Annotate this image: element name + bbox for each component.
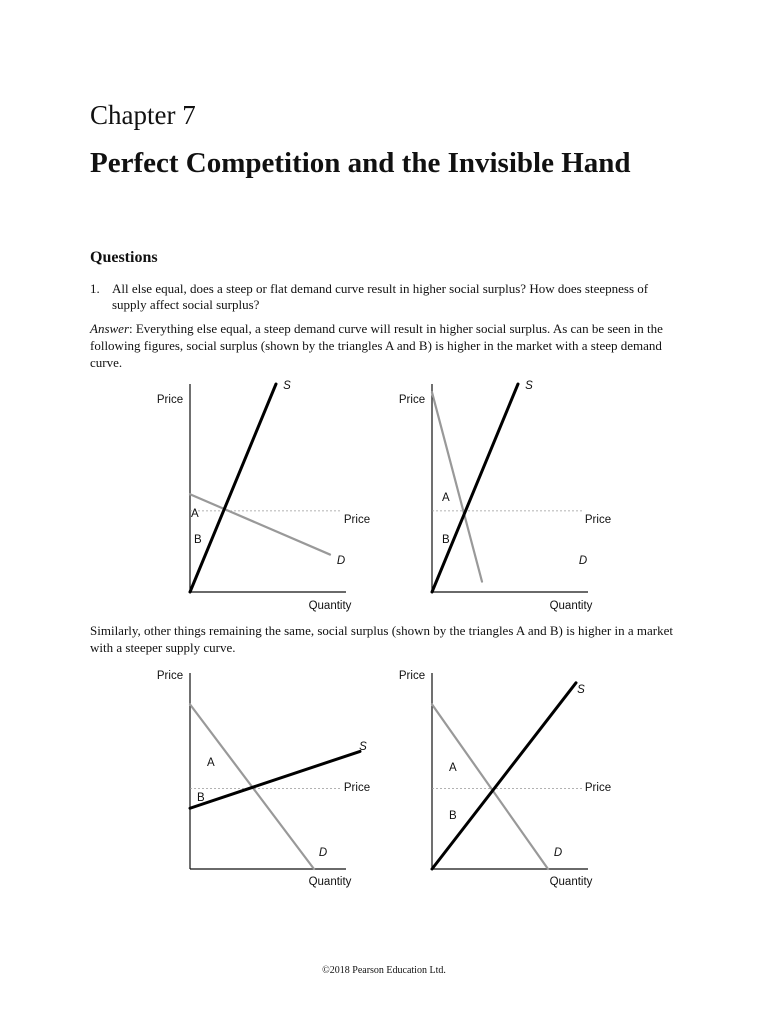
figure-4-quantity-axis-label: Quantity [549, 876, 593, 888]
figure-1-region-b-label: B [194, 534, 202, 546]
copyright-footer: ©2018 Pearson Education Ltd. [322, 965, 446, 976]
figure-3-price-axis-label: Price [156, 670, 184, 682]
figure-1-price-level-label: Price [343, 514, 371, 526]
figure-1-supply-curve [190, 384, 276, 592]
question-number: 1. [90, 281, 100, 296]
similarly-paragraph: Similarly, other things remaining the same, social surplus (shown by the triangles A and B) is higher in a market with a steeper supply curve. [90, 623, 673, 655]
figure-1-demand-label: D [336, 555, 346, 567]
figure-2-price-axis-label: Price [398, 394, 426, 406]
figure-1-region-a-label: A [191, 508, 199, 520]
figure-3-supply-label: S [359, 741, 367, 753]
chapter-label: Chapter 7 [90, 100, 196, 130]
figure-1-price-axis-label: Price [156, 394, 184, 406]
figure-2-price-level-label: Price [584, 514, 612, 526]
figure-3-quantity-axis-label: Quantity [308, 876, 352, 888]
figure-3-price-level-label: Price [343, 782, 371, 794]
answer-label: Answer [90, 321, 129, 336]
figure-3-region-a-label: A [207, 757, 215, 769]
figure-2-demand-label: D [578, 555, 588, 567]
figure-2-region-b-label: B [442, 534, 450, 546]
figure-1-demand-curve [190, 494, 330, 554]
figure-4-region-a-label: A [449, 762, 457, 774]
question-text: All else equal, does a steep or flat demand curve result in higher social surplus? How does steepness of supply affect social surplus? [112, 281, 649, 312]
figure-4-price-axis-label: Price [398, 670, 426, 682]
figure-2-quantity-axis-label: Quantity [549, 600, 593, 612]
figure-2-supply-label: S [525, 380, 533, 392]
figure-2-supply-curve [432, 384, 518, 592]
chapter-title: Perfect Competition and the Invisible Hand [90, 147, 631, 179]
figure-4-demand-label: D [553, 847, 563, 859]
figure-1-supply-label: S [283, 380, 291, 392]
figure-3-supply-curve [190, 751, 360, 808]
figure-4-supply-label: S [577, 684, 585, 696]
figure-4-supply-curve [432, 683, 576, 869]
figure-1-quantity-axis-label: Quantity [308, 600, 352, 612]
figure-3-region-b-label: B [197, 792, 205, 804]
figure-2-region-a-label: A [442, 492, 450, 504]
answer-text: : Everything else equal, a steep demand curve will result in higher social surplus. As can be seen in the following figures, social surplus (shown by the triangles A and B) is higher in the market with a steep demand curve. [90, 321, 663, 370]
questions-heading: Questions [90, 249, 158, 266]
figure-4-price-level-label: Price [584, 782, 612, 794]
figure-3-demand-label: D [318, 847, 328, 859]
figure-4-region-b-label: B [449, 810, 457, 822]
